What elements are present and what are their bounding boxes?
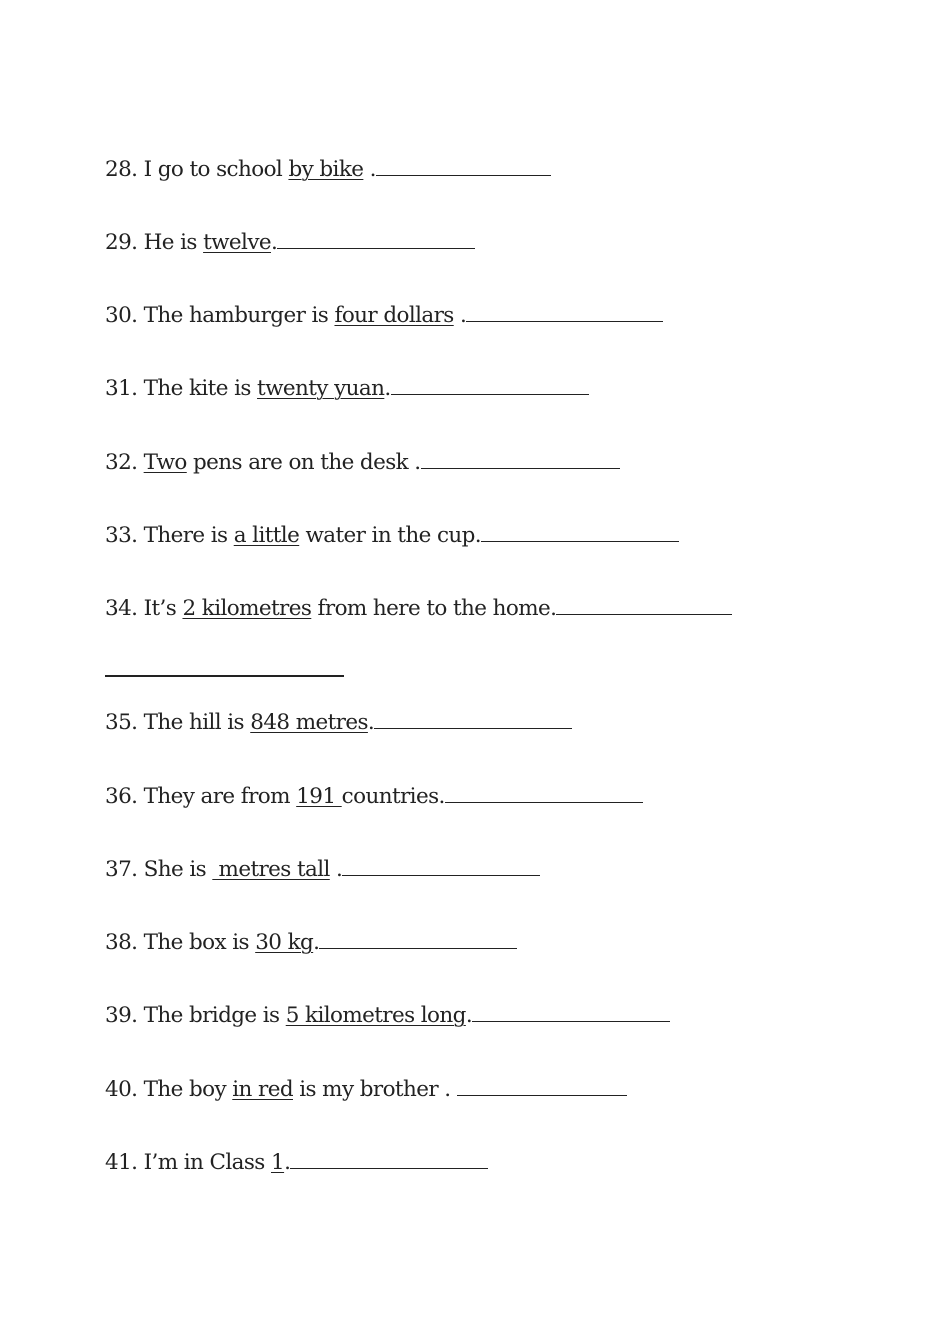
underlined-phrase: in red	[232, 1077, 293, 1102]
question-36	[105, 782, 643, 812]
question-29	[105, 228, 475, 258]
underlined-phrase: by bike	[288, 157, 364, 182]
question-text: pens are on the desk .	[186, 450, 421, 475]
question-text: .	[363, 157, 376, 182]
question-28	[105, 155, 551, 185]
question-text: 29. He is	[105, 230, 204, 255]
question-text: 35. The hill is	[105, 710, 251, 735]
question-41	[105, 1148, 488, 1178]
question-34	[105, 594, 732, 624]
question-text: .	[313, 930, 320, 955]
question-text: .	[367, 710, 375, 735]
underlined-phrase: a little	[233, 523, 300, 548]
question-text: 30. The hamburger is	[105, 303, 335, 328]
question-text: countries.	[341, 784, 445, 809]
question-text: .	[271, 230, 278, 255]
underlined-phrase: 191	[296, 784, 342, 809]
question-text: 34. It’s	[105, 596, 183, 621]
question-38	[105, 928, 517, 958]
question-text: .	[384, 376, 391, 401]
question-text: 36. They are from	[105, 784, 297, 809]
answer-blank[interactable]	[466, 301, 663, 322]
question-text: 31. The kite is	[105, 376, 258, 401]
question-text: .	[284, 1150, 291, 1175]
question-text: .	[329, 857, 343, 882]
answer-blank[interactable]	[277, 228, 475, 249]
question-37	[105, 855, 540, 885]
question-text: .	[453, 303, 467, 328]
question-35	[105, 708, 572, 738]
answer-blank[interactable]	[290, 1148, 488, 1169]
question-text: 40. The boy	[105, 1077, 233, 1102]
answer-blank[interactable]	[342, 855, 540, 876]
answer-blank[interactable]	[391, 374, 589, 395]
underlined-phrase: 30 kg	[255, 930, 314, 955]
question-text: from here to the home.	[311, 596, 557, 621]
underlined-phrase: four dollars	[334, 303, 454, 328]
question-text: 39. The bridge is	[105, 1003, 286, 1028]
answer-blank[interactable]	[374, 708, 572, 729]
question-text: 28. I go to school	[105, 157, 289, 182]
question-text: 38. The box is	[105, 930, 256, 955]
question-30	[105, 301, 663, 331]
question-33	[105, 521, 679, 551]
question-text: 41. I’m in Class	[105, 1150, 271, 1175]
answer-blank[interactable]	[376, 155, 551, 176]
answer-blank[interactable]	[481, 521, 679, 542]
underlined-phrase: 5 kilometres long	[285, 1003, 466, 1028]
answer-blank[interactable]	[445, 782, 643, 803]
underlined-phrase: 2 kilometres	[182, 596, 312, 621]
underlined-phrase: 848 metres	[250, 710, 368, 735]
question-text: 33. There is	[105, 523, 234, 548]
question-text: is my brother .	[293, 1077, 457, 1102]
question-31	[105, 374, 589, 404]
question-39	[105, 1001, 670, 1031]
underlined-phrase: twenty yuan	[257, 376, 385, 401]
underlined-phrase: 1	[270, 1150, 285, 1175]
answer-blank[interactable]	[472, 1001, 670, 1022]
answer-blank[interactable]	[319, 928, 517, 949]
answer-blank-continuation[interactable]	[105, 675, 344, 677]
question-32	[105, 448, 620, 478]
answer-blank[interactable]	[556, 594, 732, 615]
question-text: 37. She is	[105, 857, 213, 882]
question-text: 32.	[105, 450, 144, 475]
answer-blank[interactable]	[457, 1075, 627, 1096]
underlined-phrase: metres tall	[212, 857, 330, 882]
underlined-phrase: twelve	[203, 230, 271, 255]
answer-blank[interactable]	[421, 448, 620, 469]
question-text: .	[465, 1003, 473, 1028]
question-40	[105, 1075, 627, 1105]
question-text: water in the cup.	[299, 523, 482, 548]
underlined-phrase: Two	[143, 450, 187, 475]
